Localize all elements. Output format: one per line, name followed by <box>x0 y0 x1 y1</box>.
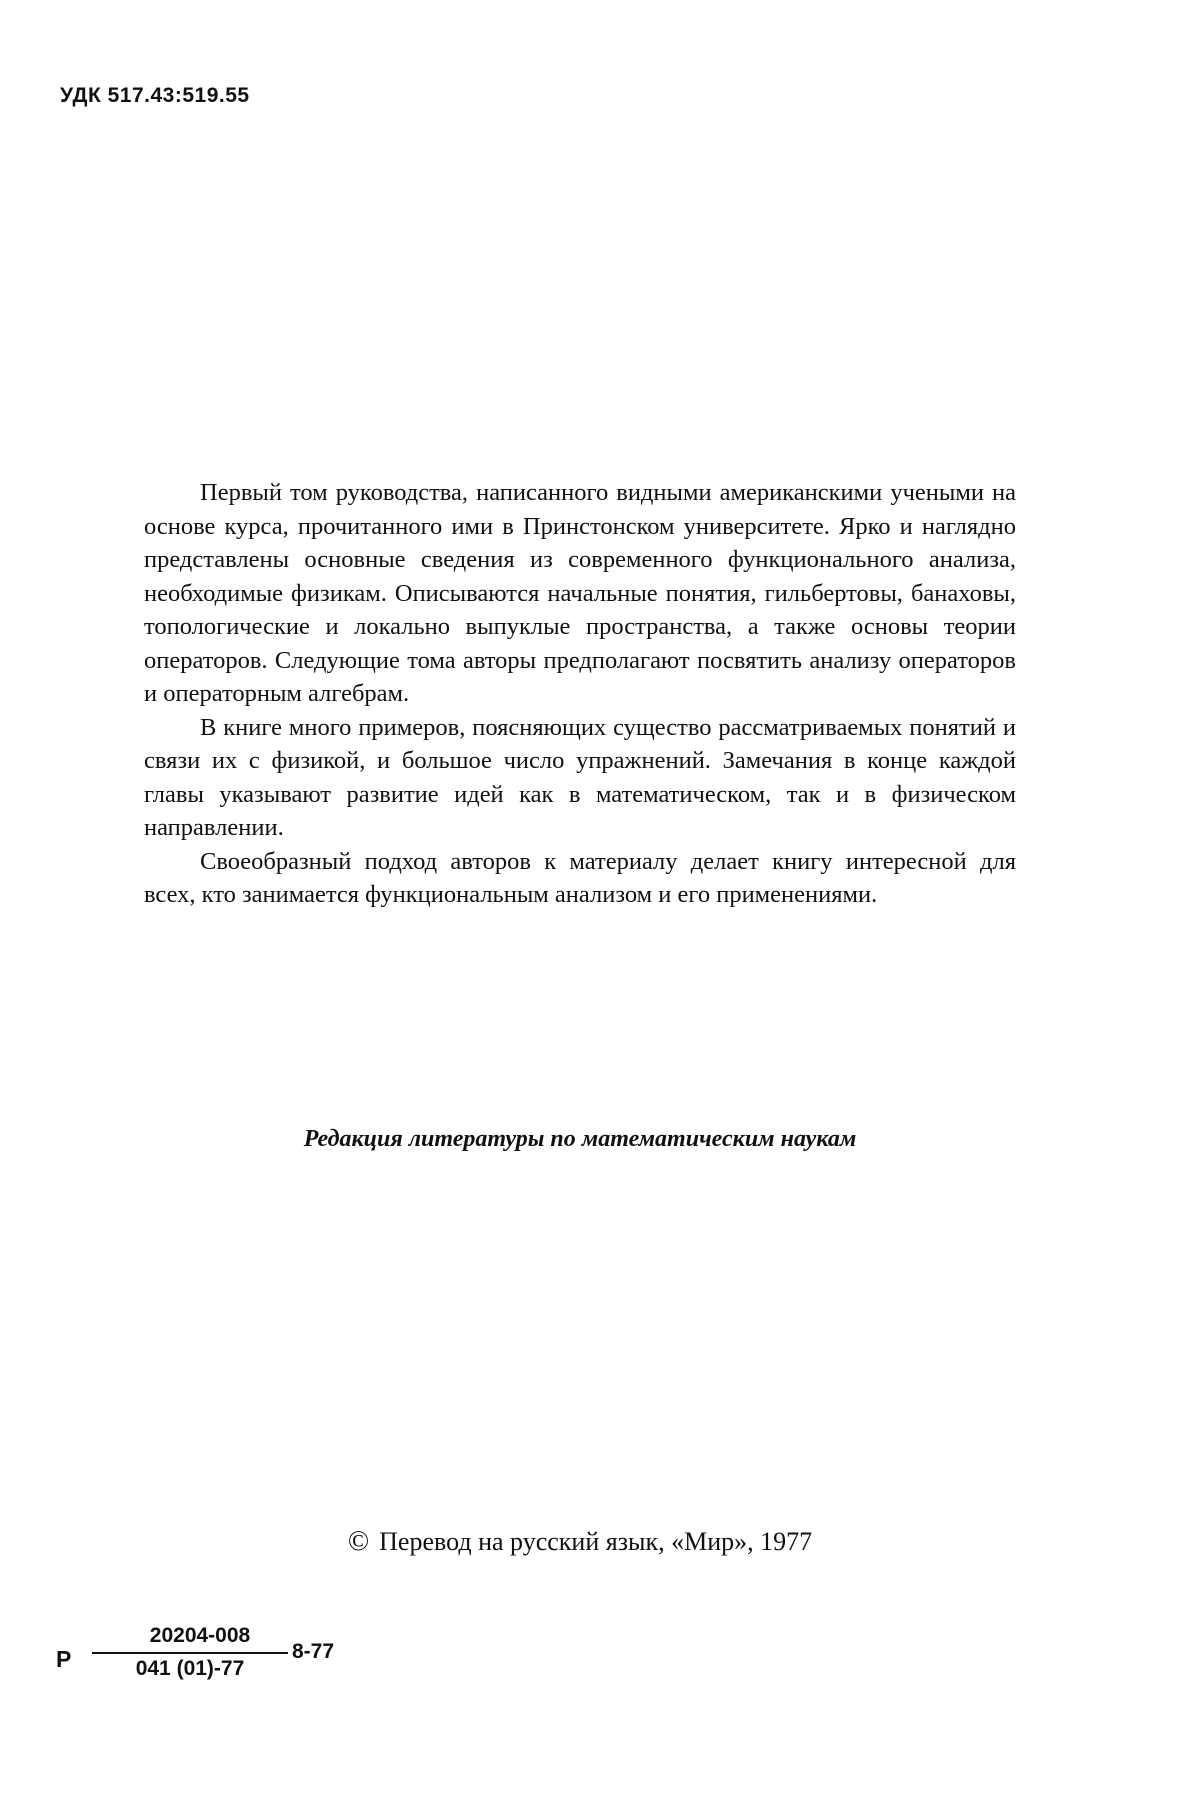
publication-index <box>56 1622 356 1702</box>
index-fraction <box>92 1622 288 1682</box>
fraction-bar <box>92 1652 288 1654</box>
copyright-text: Перевод на русский язык, «Мир», 1977 <box>379 1527 813 1556</box>
udk-code: УДК 517.43:519.55 <box>60 84 250 107</box>
copyright-line <box>0 1526 1160 1558</box>
index-denominator: 041 (01)-77 <box>135 1657 245 1680</box>
index-suffix: 8-77 <box>292 1640 335 1663</box>
book-annotation <box>144 476 1016 912</box>
editorial-office: Редакция литературы по математическим наукам <box>303 1126 857 1152</box>
annotation-paragraph-3: Своеобразный подход авторов к материалу делает книгу интересной для всех, кто занимается функциональным анализом и его применениями. <box>144 847 1016 908</box>
annotation-paragraph-1: Первый том руководства, написанного видными американскими учеными на основе курса, прочитанного ими в Принстонском университете. Ярко и наглядно представлены основные сведения из современного функционального анализа, необходимые физикам. Описываются начальные понятия, гильбертовы, банаховы, топологические и локально выпуклые пространства, а также основы теории операторов. Следующие тома авторы предполагают посвятить анализу операторов и операторным алгебрам. <box>144 479 1016 707</box>
annotation-paragraph-2: В книге много примеров, поясняющих существо рассматриваемых понятий и связи их с физикой, и большое число упражнений. Замечания в конце каждой главы указывают развитие идей как в математическом, так и в физическом направлении. <box>144 713 1016 841</box>
copyright-symbol: © <box>347 1526 370 1557</box>
index-numerator: 20204-008 <box>149 1624 251 1647</box>
index-letter: Р <box>56 1646 72 1672</box>
